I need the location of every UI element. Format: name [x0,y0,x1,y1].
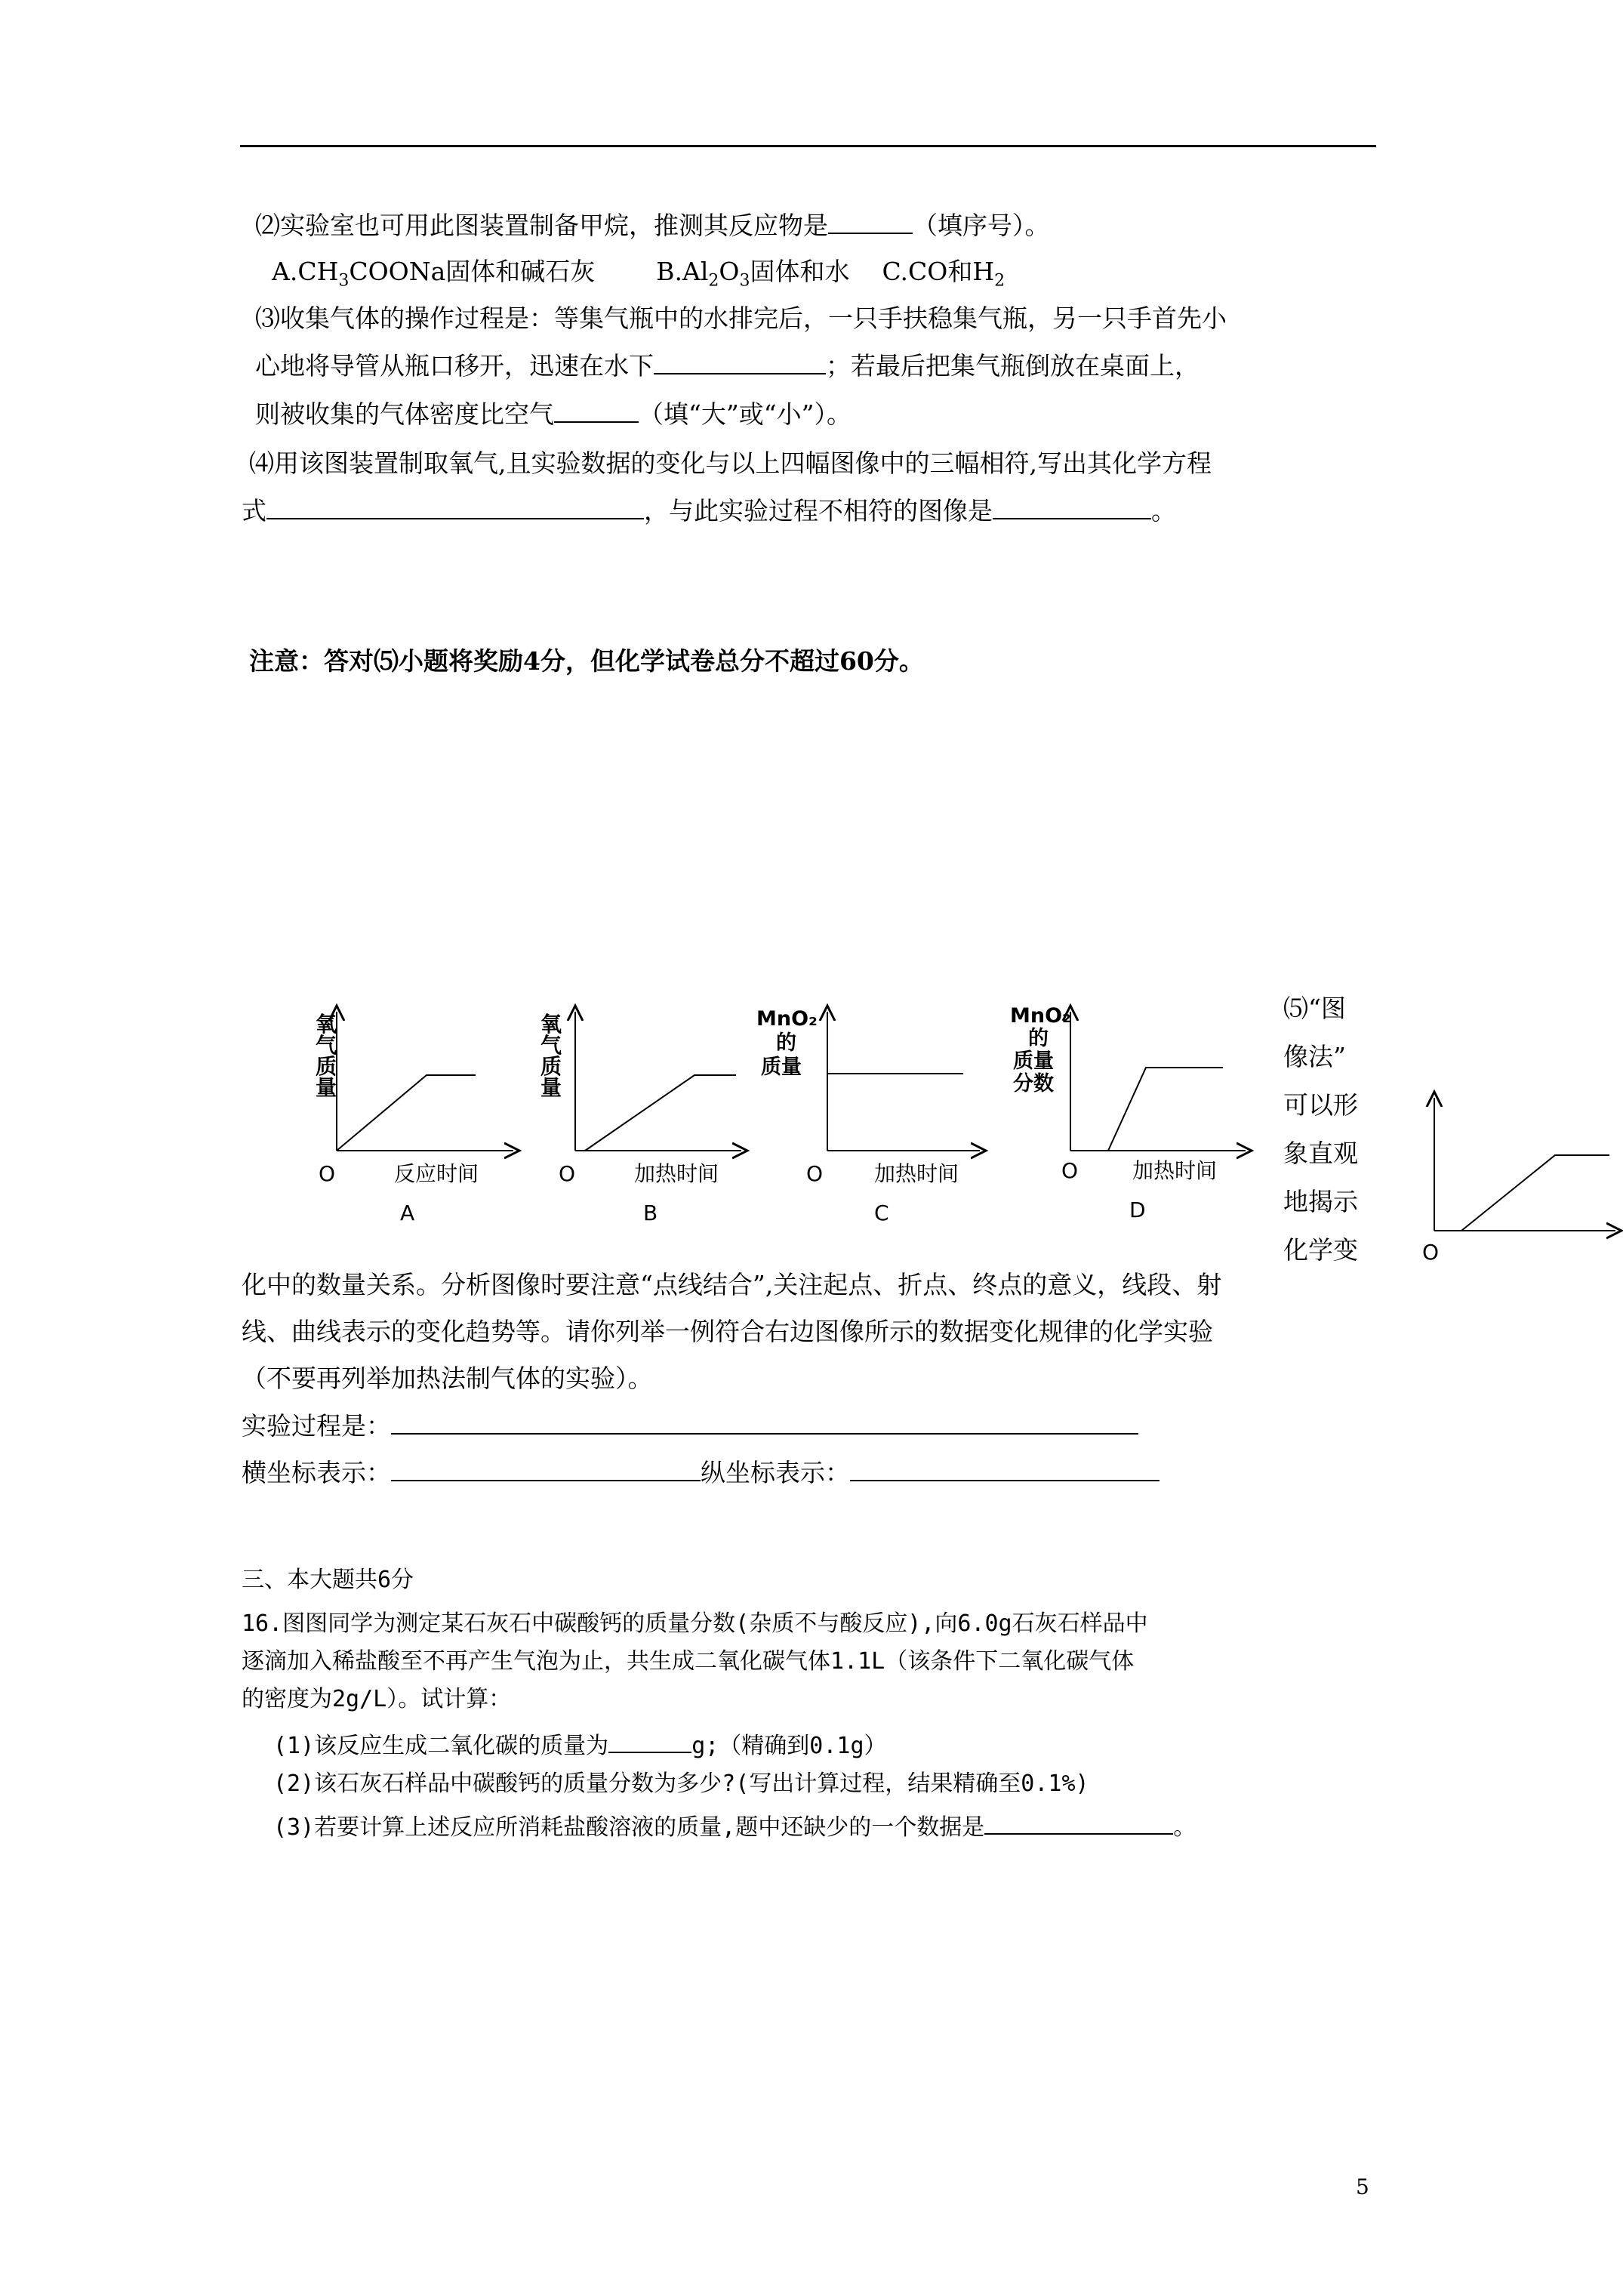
svg-text:氧: 氧 [540,1012,562,1037]
answer-blank[interactable] [993,495,1151,519]
answer-blank[interactable] [391,1457,701,1481]
option-a: $A.CH_3COONa$固体和碱石灰 [272,257,596,291]
q15-part3-line1: ⑶收集气体的操作过程是：等集气瓶中的水排完后，一只手扶稳集气瓶，另一只手首先小 [255,304,1227,333]
q16-line3: 的密度为2g/L）。试计算： [242,1686,512,1712]
answer-blank[interactable] [828,210,913,234]
xlabel: 反应时间 [394,1161,479,1186]
q16-line2: 逐滴加入稀盐酸至不再产生气泡为止，共生成二氧化碳气体1.1L（该条件下二氧化碳气体 [242,1648,1135,1675]
q15-part5-line1: 化中的数量关系。分析图像时要注意“点线结合”,关注起点、折点、终点的意义，线段、射 [242,1270,1222,1299]
section-title: 三、本大题共6分 [242,1567,414,1593]
xlabel: 加热时间 [874,1161,959,1186]
graph-letter: D [1129,1197,1146,1222]
ylabel-char: 氧 [316,1012,337,1037]
svg-text:量: 量 [540,1075,562,1100]
right-graph [1412,1087,1623,1268]
svg-text:质: 质 [316,1054,337,1079]
xlabel: 加热时间 [1132,1158,1218,1183]
q16-sub1: (1)该反应生成二氧化碳的质量为 g;（精确到0.1g） [273,1729,887,1761]
xlabel: 加热时间 [634,1161,719,1186]
answer-blank[interactable] [984,1811,1173,1835]
answer-blank[interactable] [266,495,644,519]
graph-d [1010,1004,1246,1222]
origin-label: O [559,1161,576,1186]
origin-label: O [319,1161,336,1186]
q15-part4-line1: ⑷用该图装置制取氧气,且实验数据的变化与以上四幅图像中的三幅相符,写出其化学方程 [249,448,1212,478]
q16-line1: 16.图图同学为测定某石灰石中碳酸钙的质量分数(杂质不与酸反应),向6.0g石灰石样品中 [242,1610,1148,1637]
q15-part5-line3: （不要再列举加热法制气体的实验）。 [242,1364,653,1393]
graphs-abcd [287,989,1283,1238]
q16-sub2: (2)该石灰石样品中碳酸钙的质量分数为多少?(写出计算过程，结果精确至0.1%) [273,1771,1089,1797]
q16-sub3: (3)若要计算上述反应所消耗盐酸溶液的质量,题中还缺少的一个数据是 。 [273,1811,1196,1842]
answer-blank[interactable] [554,399,639,423]
answer-blank[interactable] [654,350,826,374]
svg-text:分数: 分数 [1013,1072,1054,1096]
q15-part2: ⑵实验室也可用此图装置制备甲烷，推测其反应物是 （填序号）。 [255,211,1050,240]
origin-label: O [1422,1240,1440,1265]
svg-text:MnO₂: MnO₂ [756,1007,818,1031]
option-c: C.CO和$H_2$ [882,257,1006,291]
option-b: $B.Al_2O_3$固体和水 [656,257,850,291]
answer-blank[interactable] [850,1457,1160,1481]
svg-text:MnO₂: MnO₂ [1010,1004,1071,1028]
experiment-process: 实验过程是： [242,1410,1138,1441]
svg-text:气: 气 [316,1033,337,1058]
svg-text:质: 质 [540,1054,562,1079]
q15-part4-line2: 式 ，与此实验过程不相符的图像是 。 [242,496,1176,525]
page-number: 5 [1356,2174,1369,2199]
origin-label: O [806,1161,824,1186]
graph-a [316,1012,513,1225]
svg-text:量: 量 [316,1075,337,1100]
graph-b [540,1012,741,1225]
q15-part5-side: ⑸“图 像法” 可以形 象直观 地揭示 化学变 [1283,994,1358,1265]
svg-text:的: 的 [1028,1027,1049,1050]
q15-part5-line2: 线、曲线表示的变化趋势等。请你列举一例符合右边图像所示的数据变化规律的化学实验 [242,1317,1213,1346]
svg-text:质量: 质量 [761,1056,802,1079]
svg-text:的: 的 [776,1031,796,1055]
graph-letter: B [643,1200,658,1225]
bonus-note: 注意：答对⑸小题将奖励4分，但化学试卷总分不超过60分。 [249,646,924,676]
graph-c [756,1007,980,1225]
svg-text:质量: 质量 [1013,1049,1054,1073]
graph-letter: A [400,1200,415,1225]
answer-blank[interactable] [391,1410,1138,1435]
graph-letter: C [874,1200,889,1225]
q15-part3-line3: 则被收集的气体密度比空气 （填“大”或“小”）。 [255,399,852,429]
q15-part3-line2: 心地将导管从瓶口移开，迅速在水下 ；若最后把集气瓶倒放在桌面上， [255,351,1200,381]
answer-blank[interactable] [608,1729,691,1753]
origin-label: O [1061,1158,1079,1183]
q15-options [272,257,1005,297]
svg-text:气: 气 [540,1033,562,1058]
header-rule [240,145,1376,147]
axis-meaning: 横坐标表示： 纵坐标表示： [242,1457,1160,1488]
